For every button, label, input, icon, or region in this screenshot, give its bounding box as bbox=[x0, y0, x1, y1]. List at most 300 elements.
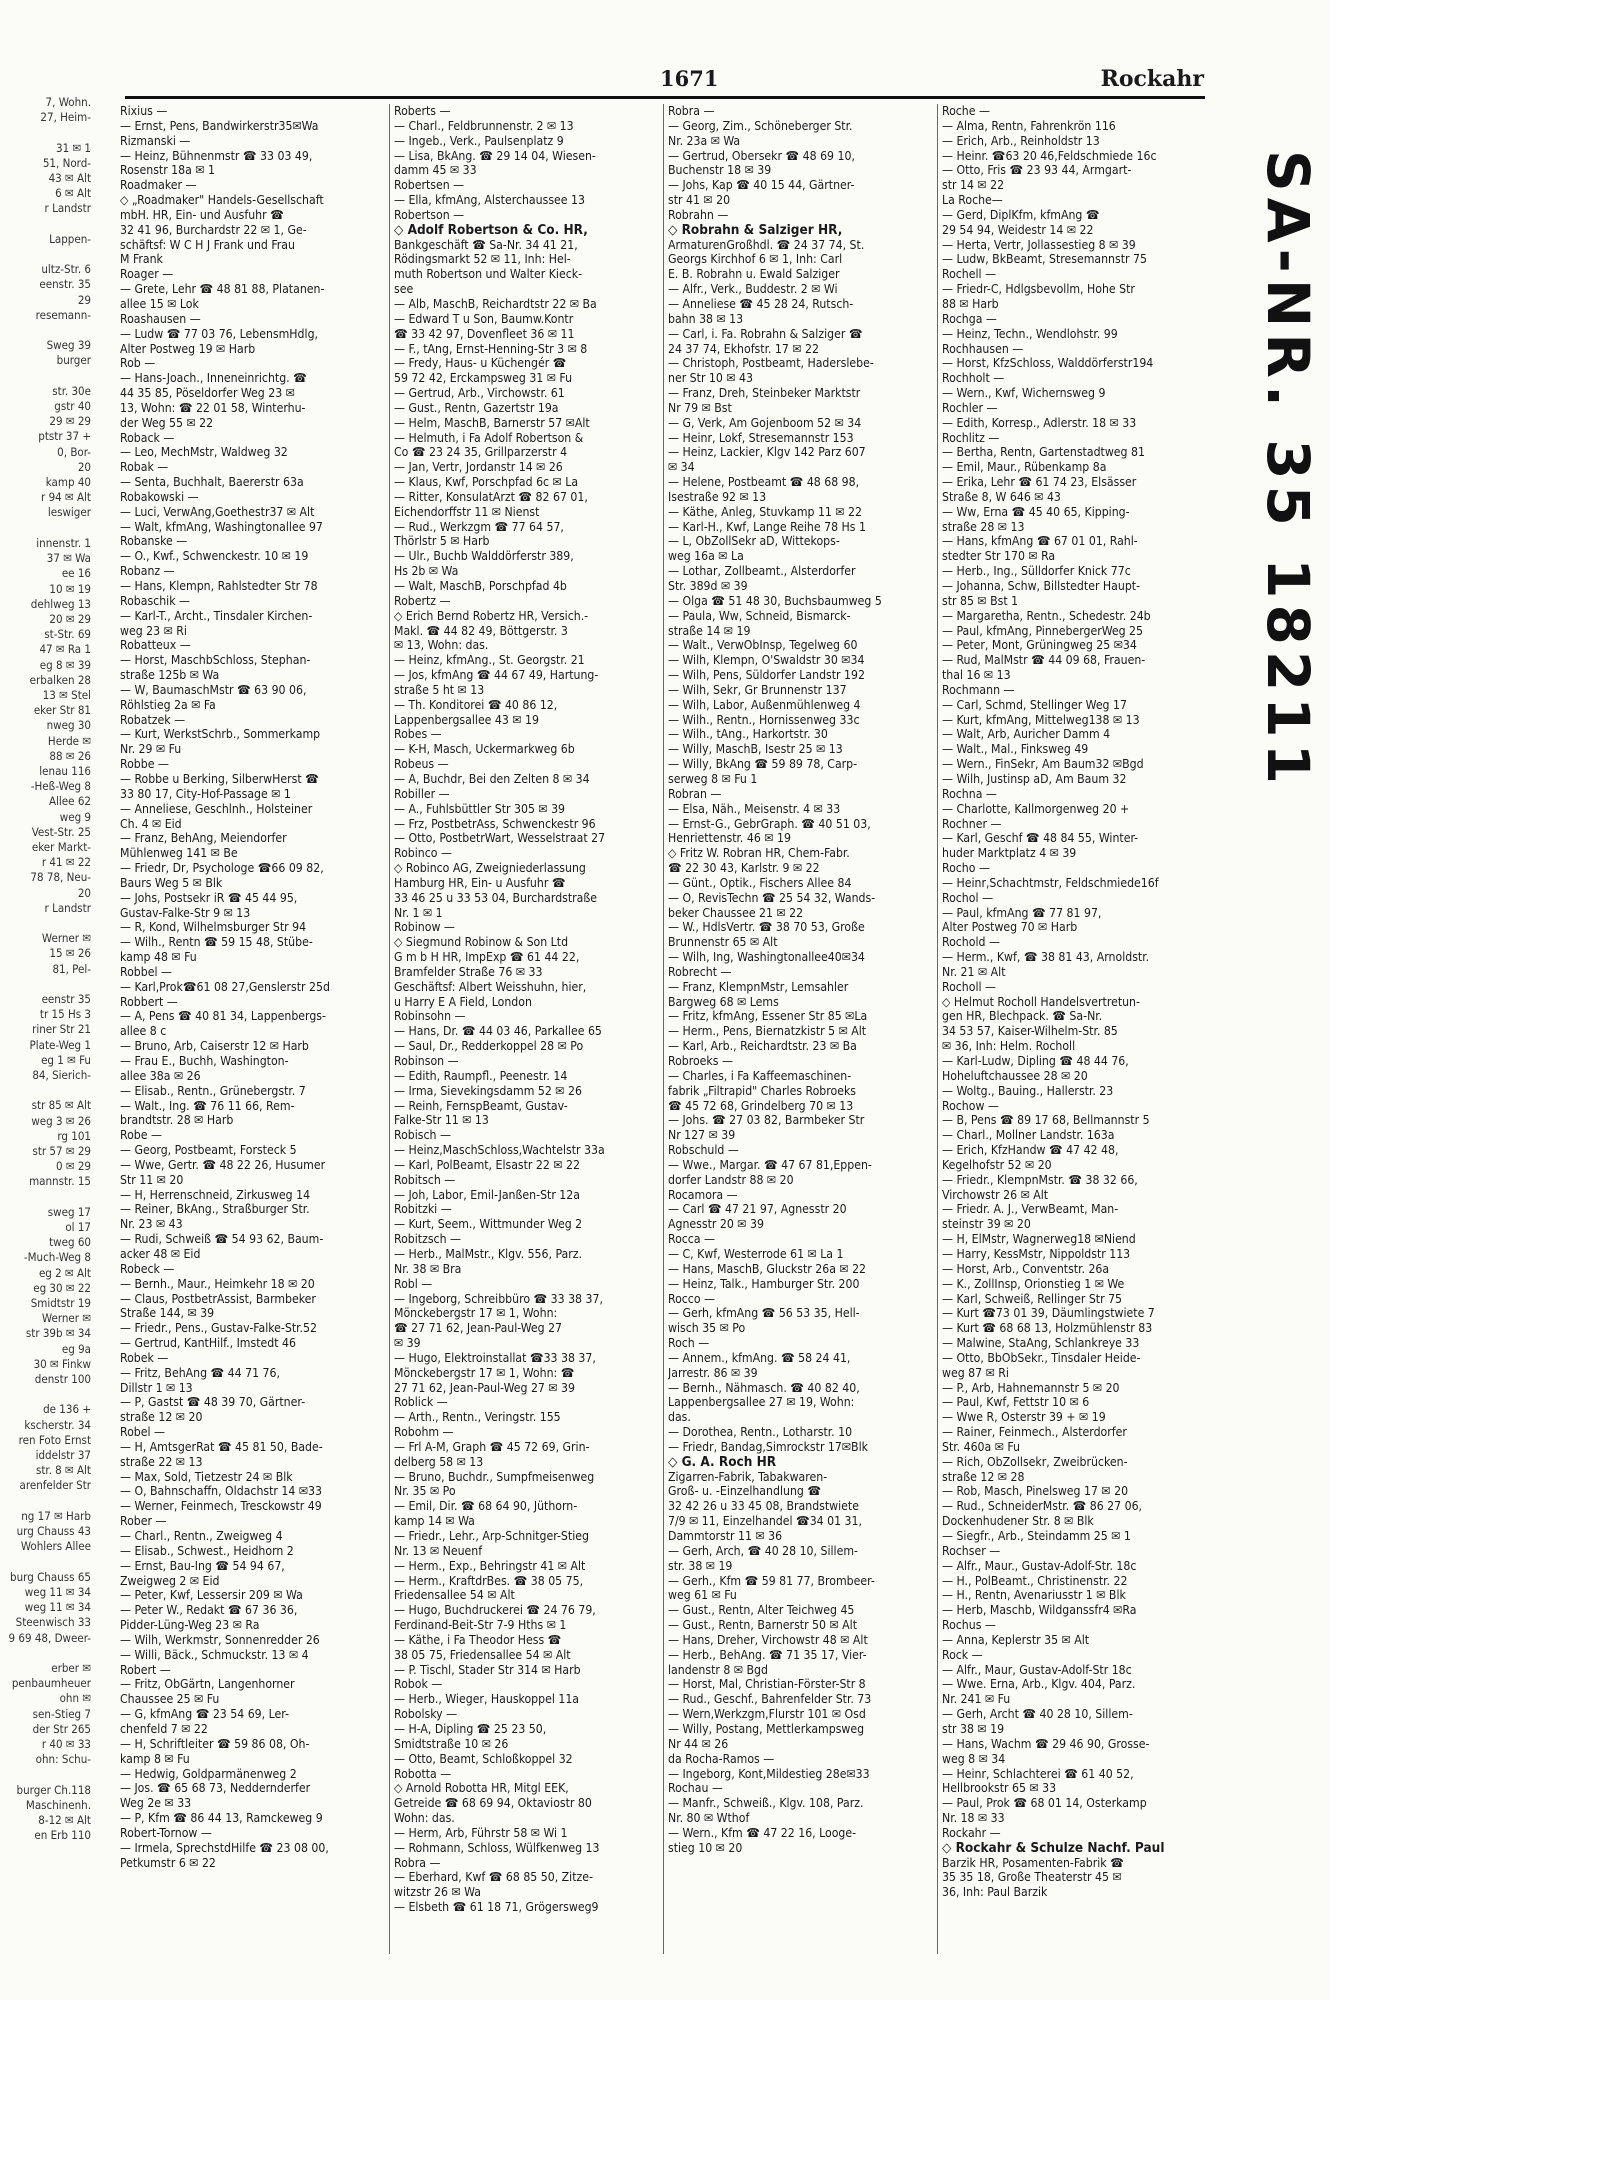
gutter-fragment: st-Str. 69 bbox=[44, 627, 91, 642]
directory-line: — Jan, Vertr, Jordanstr 14 ✉ 26 bbox=[394, 460, 563, 475]
directory-line: Robolsky — bbox=[394, 1707, 458, 1722]
directory-line: — Heinr. ☎63 20 46,Feldschmiede 16c bbox=[942, 148, 1157, 163]
directory-line: Bargweg 68 ✉ Lems bbox=[668, 994, 779, 1009]
directory-line: — Walt, Arb, Auricher Damm 4 bbox=[942, 727, 1111, 742]
directory-line: Robertz — bbox=[394, 593, 451, 608]
directory-line: — Charles, i Fa Kaffeemaschinen- bbox=[668, 1068, 852, 1083]
directory-line: — Heinz, Talk., Hamburger Str. 200 bbox=[668, 1276, 860, 1291]
directory-line: Makl. ☎ 44 82 49, Böttgerstr. 3 bbox=[394, 623, 568, 638]
directory-line: — Elsbeth ☎ 61 18 71, Grögersweg9 bbox=[394, 1900, 599, 1915]
directory-line: Straße 144, ✉ 39 bbox=[120, 1306, 215, 1321]
directory-line: Rixius — bbox=[120, 104, 168, 118]
directory-line: — Ernst, Pens, Bandwirkerstr35✉Wa bbox=[120, 118, 319, 133]
directory-line: — Gertrud, KantHilf., Imstedt 46 bbox=[120, 1336, 296, 1351]
directory-line: Rochner — bbox=[942, 816, 1002, 831]
directory-line: Robinco — bbox=[394, 846, 452, 861]
directory-line: — Karl-Ludw, Dipling ☎ 48 44 76, bbox=[942, 1054, 1129, 1068]
directory-line: — Georg, Zim., Schöneberger Str. bbox=[668, 118, 853, 133]
directory-line: Roback — bbox=[120, 430, 175, 445]
directory-line: — Willy, MaschB, Isestr 25 ✉ 13 bbox=[668, 742, 843, 757]
directory-line: — Rohmann, Schloss, Wülfkenweg 13 bbox=[394, 1840, 600, 1855]
gutter-fragment: eg 9a bbox=[61, 1341, 91, 1356]
gutter-fragment: 7, Wohn. bbox=[45, 95, 91, 109]
directory-line: Rosenstr 18a ✉ 1 bbox=[120, 163, 215, 178]
directory-line: Dockenhudener Str. 8 ✉ Blk bbox=[942, 1514, 1094, 1529]
directory-line: ✉ 39 bbox=[394, 1336, 421, 1351]
directory-line: — Paul, kfmAng, PinnebergerWeg 25 bbox=[942, 623, 1143, 638]
directory-line: see bbox=[394, 282, 414, 297]
binding-stamp: SA-NR. 35 18211 bbox=[1254, 150, 1322, 790]
directory-line: Roch — bbox=[668, 1336, 710, 1351]
gutter-fragment: 20 ✉ 29 bbox=[49, 611, 91, 626]
directory-line: Robohm — bbox=[394, 1425, 454, 1440]
gutter-fragment bbox=[0, 247, 95, 262]
gutter-fragment: weg 3 ✉ 26 bbox=[31, 1113, 91, 1128]
directory-line: — Ludw ☎ 77 03 76, LebensmHdlg, bbox=[120, 326, 319, 341]
directory-line: — Wilh, Ing, Washingtonallee40✉34 bbox=[668, 950, 865, 965]
directory-line: — Frl A-M, Graph ☎ 45 72 69, Grin- bbox=[394, 1439, 590, 1454]
gutter-fragment: eker Markt- bbox=[31, 839, 91, 854]
directory-line: — Herb., Wieger, Hauskoppel 11a bbox=[394, 1692, 580, 1707]
directory-line: — Jos. ☎ 65 68 73, Neddernderfer bbox=[120, 1781, 311, 1796]
gutter-fragment: burger bbox=[56, 353, 91, 368]
gutter-fragment: ng 17 ✉ Harb bbox=[21, 1508, 91, 1523]
directory-line: — Frau E., Buchh, Washington- bbox=[120, 1054, 289, 1068]
gutter-fragment bbox=[0, 1190, 95, 1205]
directory-line: Robbe — bbox=[120, 757, 169, 772]
gutter-fragment: erbalken 28 bbox=[29, 672, 91, 687]
directory-line: huder Marktplatz 4 ✉ 39 bbox=[942, 846, 1077, 861]
directory-line: — Herb., Ing., Sülldorfer Knick 77c bbox=[942, 564, 1131, 579]
directory-line: Robra — bbox=[668, 104, 715, 118]
directory-line: — Lothar, Zollbeamt., Alsterdorfer bbox=[668, 564, 856, 579]
directory-line: Henriettenstr. 46 ✉ 19 bbox=[668, 831, 791, 846]
directory-line: — Wern., Kfm ☎ 47 22 16, Looge- bbox=[668, 1825, 857, 1840]
directory-line: — Franz, KlempnMstr, Lemsahler bbox=[668, 979, 849, 994]
directory-line: Roadmaker — bbox=[120, 178, 197, 193]
directory-line: Getreide ☎ 68 69 94, Oktaviostr 80 bbox=[394, 1796, 592, 1811]
previous-page-gutter bbox=[0, 95, 95, 1975]
directory-line: — Herb., BehAng. ☎ 71 35 17, Vier- bbox=[668, 1647, 867, 1662]
directory-line: — Bruno, Arb, Caiserstr 12 ✉ Harb bbox=[120, 1039, 309, 1054]
directory-line: — Edward T u Son, Baumw.Kontr bbox=[394, 311, 574, 326]
directory-line: — Ritter, KonsulatArzt ☎ 82 67 01, bbox=[394, 489, 588, 504]
directory-line: Ch. 4 ✉ Eid bbox=[120, 816, 182, 831]
directory-line: — Hans, Dr. ☎ 44 03 46, Parkallee 65 bbox=[394, 1024, 602, 1039]
directory-line: Nr. 29 ✉ Fu bbox=[120, 742, 182, 757]
directory-line: ner Str 10 ✉ 43 bbox=[668, 371, 753, 386]
directory-line: Petkumstr 6 ✉ 22 bbox=[120, 1855, 216, 1870]
directory-line: — Rud., SchneiderMstr. ☎ 86 27 06, bbox=[942, 1499, 1143, 1514]
gutter-fragment: nweg 30 bbox=[46, 718, 91, 733]
directory-line: kamp 8 ✉ Fu bbox=[120, 1751, 190, 1766]
gutter-fragment: burger Ch.118 bbox=[16, 1782, 91, 1797]
directory-line: — Ingeborg, Schreibbüro ☎ 33 38 37, bbox=[394, 1291, 603, 1306]
gutter-fragment: eenstr. 35 bbox=[39, 277, 91, 292]
directory-line: — Hans, kfmAng ☎ 67 01 01, Rahl- bbox=[942, 534, 1138, 549]
directory-line: M Frank bbox=[120, 252, 163, 267]
directory-line: Robiller — bbox=[394, 786, 450, 801]
directory-line: — Hugo, Elektroinstallat ☎33 38 37, bbox=[394, 1350, 596, 1365]
running-head: Rockahr bbox=[1100, 66, 1204, 92]
directory-line: kamp 48 ✉ Fu bbox=[120, 950, 197, 965]
gutter-fragment: gstr 40 bbox=[54, 399, 91, 414]
gutter-fragment: Sweg 39 bbox=[46, 338, 91, 353]
directory-line: Friedensallee 54 ✉ Alt bbox=[394, 1588, 515, 1603]
directory-line: — Gust., Rentn, Barnerstr 50 ✉ Alt bbox=[668, 1618, 858, 1633]
directory-line: Robran — bbox=[668, 786, 722, 801]
directory-line: — Charl., Rentn., Zweigweg 4 bbox=[120, 1529, 283, 1543]
gutter-fragment: riner Str 21 bbox=[32, 1022, 91, 1037]
directory-line: — Gertrud, Obersekr ☎ 48 69 10, bbox=[668, 148, 855, 163]
directory-line: Rocco — bbox=[668, 1291, 715, 1306]
directory-line: — Charl., Mollner Landstr. 163a bbox=[942, 1128, 1115, 1143]
directory-line: Robakowski — bbox=[120, 489, 199, 504]
directory-line: weg 23 ✉ Ri bbox=[120, 623, 187, 638]
directory-line: Robel — bbox=[120, 1425, 165, 1440]
directory-line: Rocamora — bbox=[668, 1187, 738, 1202]
directory-line: Buchenstr 18 ✉ 39 bbox=[668, 163, 772, 178]
directory-line: — Kurt ☎ 68 68 13, Holzmühlenstr 83 bbox=[942, 1321, 1153, 1336]
directory-line: Nr 79 ✉ Bst bbox=[668, 400, 732, 415]
directory-line: — Werner, Feinmech, Tresckowstr 49 bbox=[120, 1499, 322, 1514]
directory-line: Nr. 38 ✉ Bra bbox=[394, 1261, 462, 1276]
gutter-fragment bbox=[0, 916, 95, 931]
directory-line: — Wilh, Justinsp aD, Am Baum 32 bbox=[942, 771, 1127, 786]
gutter-fragment bbox=[0, 1083, 95, 1098]
directory-line: ☎ 22 30 43, Karlstr. 9 ✉ 22 bbox=[668, 861, 820, 876]
directory-line: — Herm., Pens, Biernatzkistr 5 ✉ Alt bbox=[668, 1024, 867, 1039]
directory-line: straße 22 ✉ 13 bbox=[120, 1454, 203, 1469]
directory-line: 33 46 25 u 33 53 04, Burchardstraße bbox=[394, 890, 598, 905]
directory-line: — Hugo, Buchdruckerei ☎ 24 76 79, bbox=[394, 1603, 596, 1618]
directory-line: Robanske — bbox=[120, 534, 188, 549]
gutter-fragment bbox=[0, 1646, 95, 1661]
directory-line: Robotta — bbox=[394, 1766, 452, 1781]
gutter-fragment: der Str 265 bbox=[32, 1721, 91, 1736]
directory-line: str 41 ✉ 20 bbox=[668, 193, 731, 208]
directory-line: Robaschik — bbox=[120, 593, 190, 608]
directory-line: Roberts — bbox=[394, 104, 451, 118]
directory-line: — Ludw, BkBeamt, Stresemannstr 75 bbox=[942, 252, 1147, 267]
directory-line: — K., ZollInsp, Orionstieg 1 ✉ We bbox=[942, 1276, 1125, 1291]
directory-line: — Wwe, Gertr. ☎ 48 22 26, Husumer bbox=[120, 1157, 326, 1172]
directory-line: — Otto, BbObSekr., Tinsdaler Heide- bbox=[942, 1350, 1141, 1365]
directory-line: — Gerh, Archt ☎ 40 28 10, Sillem- bbox=[942, 1707, 1133, 1722]
directory-line: Rochau — bbox=[668, 1781, 723, 1796]
directory-line: 33 80 17, City-Hof-Passage ✉ 1 bbox=[120, 786, 291, 801]
directory-line: — B, Pens ☎ 89 17 68, Bellmannstr 5 bbox=[942, 1113, 1150, 1128]
directory-line: — Friedr-C, Hdlgsbevollm, Hohe Str bbox=[942, 282, 1135, 297]
directory-line: — Rud., Geschf., Bahrenfelder Str. 73 bbox=[668, 1692, 872, 1707]
directory-line: — Siegfr., Arb., Steindamm 25 ✉ 1 bbox=[942, 1529, 1131, 1543]
directory-line: Rochus — bbox=[942, 1618, 996, 1633]
directory-line: — Georg, Postbeamt, Forsteck 5 bbox=[120, 1143, 297, 1158]
directory-line: mbH. HR, Ein- und Ausfuhr ☎ bbox=[120, 207, 284, 222]
directory-line: Robinsohn — bbox=[394, 1009, 466, 1024]
gutter-fragment: 9 69 48, Dweer- bbox=[8, 1630, 91, 1645]
directory-line: — Fritz, BehAng ☎ 44 71 76, bbox=[120, 1365, 280, 1380]
directory-line: — Alma, Rentn, Fahrenkrön 116 bbox=[942, 118, 1116, 133]
directory-line: Robeus — bbox=[394, 757, 449, 772]
directory-line: allee 15 ✉ Lok bbox=[120, 296, 199, 311]
directory-line: — Karl, Geschf ☎ 48 84 55, Winter- bbox=[942, 831, 1139, 846]
directory-line: — Alfr., Maur., Gustav-Adolf-Str. 18c bbox=[942, 1558, 1137, 1573]
directory-line: — Heinr, Lokf, Stresemannstr 153 bbox=[668, 430, 854, 445]
gutter-fragment: ultz-Str. 6 bbox=[41, 262, 91, 277]
directory-line: — Senta, Buchhalt, Baererstr 63a bbox=[120, 475, 304, 490]
directory-line: str 14 ✉ 22 bbox=[942, 178, 1005, 193]
directory-line: str 85 ✉ Bst 1 bbox=[942, 593, 1019, 608]
gutter-fragment: str 85 ✉ Alt bbox=[31, 1098, 91, 1113]
directory-line: Baurs Weg 5 ✉ Blk bbox=[120, 875, 223, 890]
gutter-fragment: Steenwisch 33 bbox=[15, 1615, 91, 1630]
directory-line: ArmaturenGroßhdl. ☎ 24 37 74, St. bbox=[668, 237, 865, 252]
directory-line: — Erika, Lehr ☎ 61 74 23, Elsässer bbox=[942, 475, 1137, 490]
directory-line: Rob — bbox=[120, 356, 156, 371]
directory-line: Robert — bbox=[120, 1662, 171, 1677]
directory-line: Georgs Kirchhof 6 ✉ 1, Inh: Carl bbox=[668, 252, 843, 267]
gutter-fragment: Werner ✉ bbox=[41, 931, 91, 946]
directory-line: Robatteux — bbox=[120, 638, 191, 653]
directory-line: — Ingeb., Verk., Paulsenplatz 9 bbox=[394, 133, 564, 148]
gutter-fragment: dehlweg 13 bbox=[30, 596, 91, 611]
directory-line: 24 37 74, Ekhofstr. 17 ✉ 22 bbox=[668, 341, 819, 356]
directory-line: — Kurt, Seem., Wittmunder Weg 2 bbox=[394, 1217, 583, 1232]
directory-line: — Harry, KessMstr, Nippoldstr 113 bbox=[942, 1246, 1131, 1261]
directory-line: ◇ Arnold Robotta HR, Mitgl EEK, bbox=[394, 1781, 569, 1796]
directory-line: Lappenbergsallee 43 ✉ 19 bbox=[394, 712, 539, 727]
directory-line: Robok — bbox=[394, 1677, 443, 1692]
directory-line: Roche — bbox=[942, 104, 990, 118]
directory-line: — Helene, Postbeamt ☎ 48 68 98, bbox=[668, 475, 860, 490]
gutter-fragment: Lappen- bbox=[49, 231, 91, 246]
directory-line: — Charl., Feldbrunnenstr. 2 ✉ 13 bbox=[394, 118, 574, 133]
directory-line: Pidder-Lüng-Weg 23 ✉ Ra bbox=[120, 1618, 260, 1633]
directory-line: Smidtstraße 10 ✉ 26 bbox=[394, 1736, 509, 1751]
directory-line: Nr. 18 ✉ 33 bbox=[942, 1811, 1005, 1826]
gutter-fragment: Wohlers Allee bbox=[20, 1539, 91, 1554]
gutter-fragment: ohn ✉ bbox=[59, 1691, 91, 1706]
directory-line: — Alb, MaschB, Reichardtstr 22 ✉ Ba bbox=[394, 296, 597, 311]
directory-line: — Günt., Optik., Fischers Allee 84 bbox=[668, 875, 852, 890]
directory-line: — Wilh, Klempn, O'Swaldstr 30 ✉34 bbox=[668, 653, 865, 668]
gutter-fragment: denstr 100 bbox=[34, 1372, 91, 1387]
gutter-fragment: 84, Sierich- bbox=[32, 1068, 91, 1082]
directory-line: — Ulr., Buchb Walddörferstr 389, bbox=[394, 549, 574, 564]
gutter-fragment: r Landstr bbox=[44, 900, 91, 915]
directory-line: — Rich, ObZollsekr, Zweibrücken- bbox=[942, 1454, 1128, 1469]
gutter-fragment: 20 bbox=[77, 459, 91, 474]
directory-line: — Wilh., Rentn ☎ 59 15 48, Stübe- bbox=[120, 935, 313, 950]
directory-line: — Wern,Werkzgm,Flurstr 101 ✉ Osd bbox=[668, 1707, 866, 1722]
directory-columns bbox=[120, 104, 1210, 1984]
directory-line: 7/9 ✉ 11, Einzelhandel ☎34 01 31, bbox=[668, 1514, 862, 1529]
directory-line: — Wern., Kwf, Wichernsweg 9 bbox=[942, 386, 1106, 401]
directory-line: Mönckebergstr 17 ✉ 1, Wohn: bbox=[394, 1306, 558, 1321]
directory-line: ◇ Rockahr & Schulze Nachf. Paul bbox=[942, 1840, 1165, 1856]
directory-line: straße 5 ht ✉ 13 bbox=[394, 682, 485, 697]
gutter-fragment: 31 ✉ 1 bbox=[56, 140, 91, 155]
gutter-fragment: str. 30e bbox=[52, 383, 91, 398]
gutter-fragment: 20 bbox=[77, 885, 91, 900]
directory-line: — A, Pens ☎ 40 81 34, Lappenbergs- bbox=[120, 1009, 326, 1024]
directory-line: Wohn: das. bbox=[394, 1811, 455, 1826]
directory-line: dorfer Landstr 88 ✉ 20 bbox=[668, 1172, 794, 1187]
directory-line: — Arth., Rentn., Veringstr. 155 bbox=[394, 1410, 561, 1425]
directory-line: — G, kfmAng ☎ 23 54 69, Ler- bbox=[120, 1707, 289, 1722]
gutter-fragment: eg 1 ✉ Fu bbox=[41, 1052, 91, 1067]
directory-line: Rizmanski — bbox=[120, 133, 191, 148]
directory-line: — Hans, MaschB, Gluckstr 26a ✉ 22 bbox=[668, 1261, 867, 1276]
directory-line: Robisch — bbox=[394, 1128, 451, 1143]
directory-line: Hamburg HR, Ein- u Ausfuhr ☎ bbox=[394, 875, 566, 890]
gutter-fragment: ee 16 bbox=[61, 566, 91, 581]
directory-line: landenstr 8 ✉ Bgd bbox=[668, 1662, 768, 1677]
directory-line: — Heinr, Schlachterei ☎ 61 40 52, bbox=[942, 1766, 1134, 1781]
directory-line: weg 8 ✉ 34 bbox=[942, 1751, 1006, 1766]
directory-line: Weg 2e ✉ 33 bbox=[120, 1796, 192, 1811]
directory-line: ◇ Robrahn & Salziger HR, bbox=[668, 222, 843, 238]
directory-line: Robschuld — bbox=[668, 1143, 739, 1158]
directory-line: — Edith, Korresp., Adlerstr. 18 ✉ 33 bbox=[942, 415, 1137, 430]
page-number: 1671 bbox=[660, 66, 719, 91]
directory-line: — Charlotte, Kallmorgenweg 20 + bbox=[942, 801, 1130, 816]
gutter-fragment bbox=[0, 1494, 95, 1509]
gutter-fragment: Vest-Str. 25 bbox=[31, 824, 91, 839]
directory-line: — O., Kwf., Schwenckestr. 10 ✉ 19 bbox=[120, 549, 309, 564]
directory-line: Nr. 23a ✉ Wa bbox=[668, 133, 741, 148]
directory-line: — Carl, Schmd, Stellinger Weg 17 bbox=[942, 697, 1127, 712]
directory-line: — Hans-Joach., Inneneinrichtg. ☎ bbox=[120, 371, 307, 386]
directory-line: Robitzsch — bbox=[394, 1232, 461, 1247]
directory-line: — Hans, Klempn, Rahlstedter Str 78 bbox=[120, 579, 318, 593]
directory-line: Roashausen — bbox=[120, 311, 201, 326]
directory-line: — Johs, Postsekr iR ☎ 45 44 95, bbox=[120, 890, 298, 905]
directory-line: — Ernst, Bau-Ing ☎ 54 94 67, bbox=[120, 1558, 285, 1573]
directory-line: — Willy, BkAng ☎ 59 89 78, Carp- bbox=[668, 757, 858, 772]
directory-line: — Gerh, kfmAng ☎ 56 53 35, Hell- bbox=[668, 1306, 860, 1321]
directory-line: Ferdinand-Beit-Str 7-9 Hths ✉ 1 bbox=[394, 1618, 567, 1633]
directory-line: — R, Kond, Wilhelmsburger Str 94 bbox=[120, 920, 307, 935]
directory-line: — Paul, Kwf, Fettstr 10 ✉ 6 bbox=[942, 1395, 1090, 1410]
directory-line: — Friedr., Lehr., Arp-Schnitger-Stieg bbox=[394, 1529, 589, 1543]
directory-line: — H, Schriftleiter ☎ 59 86 08, Oh- bbox=[120, 1736, 310, 1751]
gutter-fragment: str 39b ✉ 34 bbox=[25, 1326, 91, 1341]
directory-line: — Johs, Kap ☎ 40 15 44, Gärtner- bbox=[668, 178, 855, 193]
directory-line: Hellbrookstr 65 ✉ 33 bbox=[942, 1781, 1057, 1796]
directory-line: Lappenbergsallee 27 ✉ 19, Wohn: bbox=[668, 1395, 855, 1410]
directory-line: thal 16 ✉ 13 bbox=[942, 668, 1011, 683]
gutter-fragment: tweg 60 bbox=[49, 1235, 91, 1250]
directory-line: — F., tAng, Ernst-Henning-Str 3 ✉ 8 bbox=[394, 341, 588, 356]
directory-line: — Carl, i. Fa. Robrahn & Salziger ☎ bbox=[668, 326, 863, 341]
directory-line: — H., PolBeamt., Christinenstr. 22 bbox=[942, 1573, 1128, 1588]
gutter-fragment: eker Str 81 bbox=[33, 703, 91, 718]
directory-line: — Reinh, FernspBeamt, Gustav- bbox=[394, 1098, 568, 1113]
directory-line: — H, AmtsgerRat ☎ 45 81 50, Bade- bbox=[120, 1439, 323, 1454]
directory-line: — Karl, Arb., Reichardtstr. 23 ✉ Ba bbox=[668, 1039, 857, 1054]
directory-line: — Dorothea, Rentn., Lotharstr. 10 bbox=[668, 1425, 853, 1440]
directory-line: straße 14 ✉ 19 bbox=[668, 623, 751, 638]
directory-line: — P. Tischl, Stader Str 314 ✉ Harb bbox=[394, 1662, 581, 1677]
directory-line: — Heinz, Bühnenmstr ☎ 33 03 49, bbox=[120, 148, 313, 163]
gutter-fragment: weg 11 ✉ 34 bbox=[24, 1600, 91, 1615]
directory-line: — Horst, KfzSchloss, Walddörferstr194 bbox=[942, 356, 1154, 371]
gutter-fragment: kamp 40 bbox=[45, 475, 91, 490]
directory-line: 34 53 57, Kaiser-Wilhelm-Str. 85 bbox=[942, 1024, 1118, 1039]
gutter-fragment: iddelstr 37 bbox=[35, 1448, 91, 1463]
directory-line: Eichendorffstr 11 ✉ Nienst bbox=[394, 504, 540, 519]
gutter-fragment: 27, Heim- bbox=[40, 110, 91, 125]
directory-line: Robrecht — bbox=[668, 964, 732, 979]
directory-line: — Helmuth, i Fa Adolf Robertson & bbox=[394, 430, 584, 445]
directory-line: ✉ 36, Inh: Helm. Rocholl bbox=[942, 1039, 1076, 1054]
directory-line: str 38 ✉ 19 bbox=[942, 1721, 1005, 1736]
gutter-fragment: eg 8 ✉ 39 bbox=[39, 657, 91, 672]
directory-line: Rochna — bbox=[942, 786, 997, 801]
directory-line: — Ingeborg, Kont,Mildestieg 28e✉33 bbox=[668, 1766, 870, 1781]
directory-line: chenfeld 7 ✉ 22 bbox=[120, 1721, 208, 1736]
directory-line: — K-H, Masch, Uckermarkweg 6b bbox=[394, 742, 575, 757]
directory-line: — Heinr,Schachtmstr, Feldschmiede16f bbox=[942, 875, 1159, 890]
directory-line: steinstr 39 ✉ 20 bbox=[942, 1217, 1031, 1232]
directory-line: Rochhausen — bbox=[942, 341, 1024, 356]
gutter-fragment: r 94 ✉ Alt bbox=[41, 490, 91, 505]
directory-line: Rochler — bbox=[942, 400, 998, 415]
gutter-fragment: str. 8 ✉ Alt bbox=[35, 1463, 91, 1478]
directory-line: straße 28 ✉ 13 bbox=[942, 519, 1025, 534]
directory-line: — Irma, Sievekingsdamm 52 ✉ 26 bbox=[394, 1083, 582, 1098]
directory-line: Virchowstr 26 ✉ Alt bbox=[942, 1187, 1049, 1202]
directory-line: — Willy, Postang, Mettlerkampsweg bbox=[668, 1721, 865, 1736]
directory-line: — Woltg., Bauing., Hallerstr. 23 bbox=[942, 1083, 1114, 1098]
directory-line: acker 48 ✉ Eid bbox=[120, 1246, 201, 1261]
directory-line: — Alfr., Maur, Gustav-Adolf-Str 18c bbox=[942, 1662, 1132, 1677]
directory-line: Zigarren-Fabrik, Tabakwaren- bbox=[668, 1469, 828, 1484]
directory-line: — Wwe R, Osterstr 39 + ✉ 19 bbox=[942, 1410, 1106, 1425]
directory-line: ◇ „Roadmaker" Handels-Gesellschaft bbox=[120, 193, 324, 208]
directory-line: 13, Wohn: ☎ 22 01 58, Winterhu- bbox=[120, 400, 306, 415]
gutter-fragment: Plate-Weg 1 bbox=[29, 1037, 91, 1052]
directory-line: — W, BaumaschMstr ☎ 63 90 06, bbox=[120, 682, 307, 697]
directory-line: — Manfr., Schweiß., Klgv. 108, Parz. bbox=[668, 1796, 864, 1811]
directory-line: delberg 58 ✉ 13 bbox=[394, 1454, 484, 1469]
directory-line: — Karl-H., Kwf, Lange Reihe 78 Hs 1 bbox=[668, 519, 866, 534]
gutter-fragment: 88 ✉ 26 bbox=[49, 748, 91, 763]
directory-line: ◇ Robinco AG, Zweigniederlassung bbox=[394, 861, 586, 876]
directory-line: Rober — bbox=[120, 1514, 167, 1529]
gutter-fragment: 30 ✉ Finkw bbox=[33, 1356, 91, 1371]
directory-line: — Walt, kfmAng, Washingtonallee 97 bbox=[120, 519, 323, 534]
directory-line: Roager — bbox=[120, 267, 174, 282]
directory-line: Robertson — bbox=[394, 207, 465, 222]
directory-line: — Grete, Lehr ☎ 48 81 88, Platanen- bbox=[120, 282, 325, 297]
gutter-fragment: tr 15 Hs 3 bbox=[39, 1007, 91, 1022]
gutter-fragment: 10 ✉ 19 bbox=[49, 581, 91, 596]
directory-line: — Malwine, StaAng, Schlankreye 33 bbox=[942, 1336, 1140, 1351]
directory-line: Nr. 13 ✉ Neuenf bbox=[394, 1543, 483, 1558]
directory-line: — L, ObZollSekr aD, Wittekops- bbox=[668, 534, 840, 549]
directory-line: — Kurt ☎73 01 39, Däumlingstwiete 7 bbox=[942, 1306, 1155, 1321]
directory-line: — Luci, VerwAng,Goethestr37 ✉ Alt bbox=[120, 504, 315, 519]
gutter-fragment: 47 ✉ Ra 1 bbox=[39, 642, 91, 657]
directory-line: — Anna, Keplerstr 35 ✉ Alt bbox=[942, 1632, 1090, 1647]
directory-line: Alter Postweg 19 ✉ Harb bbox=[120, 341, 256, 356]
directory-line: da Rocha-Ramos — bbox=[668, 1751, 775, 1766]
gutter-fragment: resemann- bbox=[35, 307, 91, 322]
directory-line: muth Robertson und Walter Kieck- bbox=[394, 267, 583, 282]
